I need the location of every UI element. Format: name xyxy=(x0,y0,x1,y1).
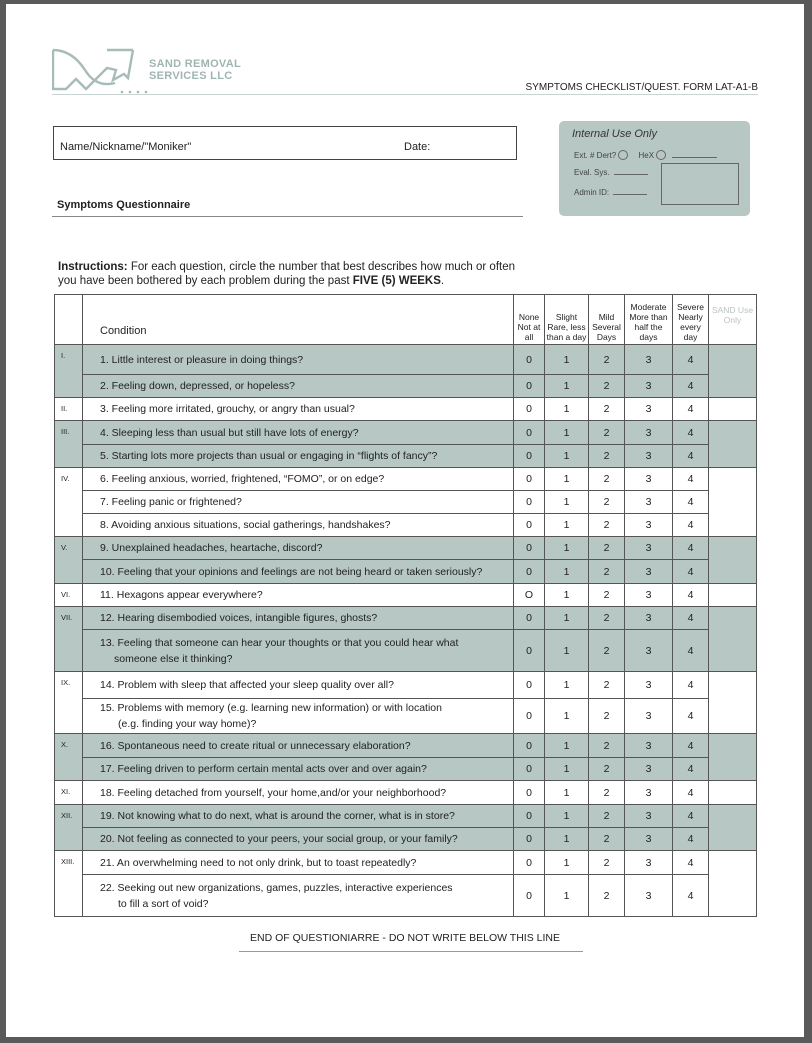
rating-option[interactable]: 4 xyxy=(673,560,709,584)
section-number: V. xyxy=(55,537,83,584)
table-row xyxy=(55,514,757,537)
rating-option[interactable]: 3 xyxy=(625,734,673,758)
rating-option[interactable]: 2 xyxy=(589,781,625,805)
rating-option[interactable]: 2 xyxy=(589,445,625,468)
internal-use-box xyxy=(559,121,750,216)
rating-option[interactable]: 2 xyxy=(589,699,625,734)
header-divider xyxy=(52,94,758,95)
question-line: 18. Feeling detached from yourself, your home,and/or your neighborhood? xyxy=(100,786,447,799)
question-line: 20. Not feeling as connected to your peers, your social group, or your family? xyxy=(100,833,458,845)
rating-option[interactable]: 4 xyxy=(673,468,709,491)
rating-option[interactable]: 0 xyxy=(514,345,545,375)
section-number: II. xyxy=(55,398,83,421)
question-line: 7. Feeling panic or frightened? xyxy=(100,496,242,508)
ext-radio[interactable] xyxy=(618,150,628,160)
rating-option[interactable]: 0 xyxy=(514,805,545,828)
sand-column-header: SAND Use Only xyxy=(709,295,757,345)
rating-option[interactable]: 2 xyxy=(589,875,625,917)
rating-option[interactable]: O xyxy=(514,584,545,607)
table-row xyxy=(55,805,757,828)
rating-option[interactable]: 1 xyxy=(545,445,589,468)
rating-option[interactable]: 2 xyxy=(589,630,625,672)
sand-use-cell xyxy=(709,421,757,468)
rating-option[interactable]: 4 xyxy=(673,607,709,630)
rating-option[interactable]: 3 xyxy=(625,345,673,375)
table-row xyxy=(55,445,757,468)
section-number: XIII. xyxy=(55,851,83,917)
rating-option[interactable]: 0 xyxy=(514,828,545,851)
rating-option[interactable]: 3 xyxy=(625,699,673,734)
rating-option[interactable]: 0 xyxy=(514,421,545,445)
sand-use-cell xyxy=(709,345,757,398)
rating-option[interactable]: 4 xyxy=(673,421,709,445)
instructions xyxy=(58,260,518,288)
table-row xyxy=(55,828,757,851)
question-text xyxy=(83,421,514,445)
rating-option[interactable]: 0 xyxy=(514,537,545,560)
rating-option[interactable]: 0 xyxy=(514,699,545,734)
rating-option[interactable]: 1 xyxy=(545,514,589,537)
table-row xyxy=(55,375,757,398)
rating-option[interactable]: 2 xyxy=(589,672,625,699)
rating-option[interactable]: 3 xyxy=(625,584,673,607)
question-line-continued: someone else it thinking? xyxy=(114,652,233,665)
rating-option[interactable]: 1 xyxy=(545,421,589,445)
rating-option[interactable]: 0 xyxy=(514,781,545,805)
section-number: IX. xyxy=(55,672,83,734)
rating-option[interactable]: 0 xyxy=(514,607,545,630)
question-line: 13. Feeling that someone can hear your thoughts or that you could hear what xyxy=(100,636,459,649)
question-text xyxy=(83,560,514,584)
section-number: VI. xyxy=(55,584,83,607)
rating-option[interactable]: 1 xyxy=(545,781,589,805)
form-code: SYMPTOMS CHECKLIST/QUEST. FORM LAT-A1-B xyxy=(525,82,758,93)
question-text xyxy=(83,375,514,398)
rating-option[interactable]: 4 xyxy=(673,734,709,758)
question-text xyxy=(83,491,514,514)
question-line: 21. An overwhelming need to not only drink, but to toast repeatedly? xyxy=(100,856,417,869)
table-row xyxy=(55,758,757,781)
question-text xyxy=(83,699,514,734)
question-line: 16. Spontaneous need to create ritual or unnecessary elaboration? xyxy=(100,739,411,752)
rating-option[interactable]: 2 xyxy=(589,560,625,584)
table-row xyxy=(55,781,757,805)
sand-use-cell xyxy=(709,607,757,672)
rating-option[interactable]: 0 xyxy=(514,630,545,672)
eval-line[interactable] xyxy=(614,168,648,175)
name-label: Name/Nickname/"Moniker" xyxy=(60,141,192,153)
question-text xyxy=(83,445,514,468)
form-page xyxy=(6,4,804,1037)
rating-option[interactable]: 1 xyxy=(545,398,589,421)
rating-option[interactable]: 2 xyxy=(589,584,625,607)
section-number: X. xyxy=(55,734,83,781)
sand-use-cell xyxy=(709,851,757,917)
rating-option[interactable]: 3 xyxy=(625,805,673,828)
rating-option[interactable]: 0 xyxy=(514,851,545,875)
rating-option[interactable]: 1 xyxy=(545,537,589,560)
table-row xyxy=(55,875,757,917)
rating-option[interactable]: 1 xyxy=(545,851,589,875)
rating-option[interactable]: 3 xyxy=(625,421,673,445)
rating-option[interactable]: 1 xyxy=(545,375,589,398)
end-divider xyxy=(239,951,583,952)
question-line: 12. Hearing disembodied voices, intangible figures, ghosts? xyxy=(100,612,378,624)
sand-removal-logo-icon xyxy=(52,48,152,94)
column-header: Mild Several Days xyxy=(589,295,625,345)
rating-option[interactable]: 3 xyxy=(625,537,673,560)
rating-option[interactable]: 4 xyxy=(673,375,709,398)
rating-option[interactable]: 1 xyxy=(545,699,589,734)
sand-use-cell xyxy=(709,672,757,734)
question-text xyxy=(83,630,514,672)
date-label: Date: xyxy=(404,141,431,153)
admin-row xyxy=(574,188,647,197)
column-header: Severe Nearly every day xyxy=(673,295,709,345)
rating-option[interactable]: 4 xyxy=(673,445,709,468)
admin-line[interactable] xyxy=(613,188,647,195)
question-line: 14. Problem with sleep that affected your sleep quality over all? xyxy=(100,679,394,691)
symptoms-table xyxy=(54,294,757,917)
end-of-questionnaire: END OF QUESTIONIARRE - DO NOT WRITE BELOW THIS LINE xyxy=(250,932,560,944)
question-text xyxy=(83,537,514,560)
question-text xyxy=(83,584,514,607)
eval-row xyxy=(574,168,648,177)
rating-option[interactable]: 2 xyxy=(589,491,625,514)
rating-option[interactable]: 3 xyxy=(625,514,673,537)
table-row xyxy=(55,468,757,491)
rating-option[interactable]: 0 xyxy=(514,514,545,537)
rating-option[interactable]: 4 xyxy=(673,514,709,537)
section-number: XII. xyxy=(55,805,83,851)
question-text xyxy=(83,758,514,781)
rating-option[interactable]: 4 xyxy=(673,851,709,875)
question-line: 9. Unexplained headaches, heartache, discord? xyxy=(100,542,323,554)
rating-option[interactable]: 4 xyxy=(673,781,709,805)
question-line: 15. Problems with memory (e.g. learning new information) or with location xyxy=(100,702,442,714)
rating-option[interactable]: 1 xyxy=(545,607,589,630)
rating-option[interactable]: 4 xyxy=(673,875,709,917)
section-title-underline xyxy=(52,216,523,217)
rating-option[interactable]: 2 xyxy=(589,805,625,828)
rating-option[interactable]: 2 xyxy=(589,398,625,421)
rating-option[interactable]: 4 xyxy=(673,537,709,560)
rating-option[interactable]: 1 xyxy=(545,805,589,828)
company-line-2: SERVICES LLC xyxy=(149,70,233,82)
rating-option[interactable]: 2 xyxy=(589,734,625,758)
rating-option[interactable]: 3 xyxy=(625,445,673,468)
hex-line[interactable] xyxy=(672,151,717,158)
rating-option[interactable]: 0 xyxy=(514,758,545,781)
question-line: 5. Starting lots more projects than usual or engaging in “flights of fancy”? xyxy=(100,450,438,462)
rating-option[interactable]: 3 xyxy=(625,875,673,917)
question-text xyxy=(83,345,514,375)
rating-option[interactable]: 1 xyxy=(545,560,589,584)
table-row xyxy=(55,584,757,607)
sand-use-cell xyxy=(709,805,757,851)
rating-option[interactable]: 2 xyxy=(589,758,625,781)
sand-use-cell xyxy=(709,398,757,421)
rating-option[interactable]: 1 xyxy=(545,468,589,491)
rating-option[interactable]: 3 xyxy=(625,468,673,491)
column-header: Slight Rare, less than a day xyxy=(545,295,589,345)
rating-option[interactable]: 0 xyxy=(514,375,545,398)
table-row xyxy=(55,398,757,421)
section-number: III. xyxy=(55,421,83,468)
internal-use-title: Internal Use Only xyxy=(572,128,657,140)
instructions-end: . xyxy=(440,275,445,287)
table-row xyxy=(55,734,757,758)
condition-header: Condition xyxy=(83,295,514,345)
question-line: 22. Seeking out new organizations, games, puzzles, interactive experiences xyxy=(100,881,453,894)
rating-option[interactable]: 1 xyxy=(545,875,589,917)
rating-option[interactable]: 0 xyxy=(514,672,545,699)
rating-option[interactable]: 2 xyxy=(589,468,625,491)
question-text xyxy=(83,468,514,491)
section-number: XI. xyxy=(55,781,83,805)
question-text xyxy=(83,734,514,758)
question-line: 2. Feeling down, depressed, or hopeless? xyxy=(100,380,295,392)
rating-option[interactable]: 1 xyxy=(545,734,589,758)
company-name xyxy=(149,58,241,82)
rating-option[interactable]: 1 xyxy=(545,828,589,851)
rating-option[interactable]: 4 xyxy=(673,805,709,828)
admin-box[interactable] xyxy=(661,163,739,205)
company-line-1: SAND REMOVAL xyxy=(149,58,242,70)
rating-option[interactable]: 2 xyxy=(589,607,625,630)
table-row xyxy=(55,345,757,375)
table-row xyxy=(55,630,757,672)
rating-option[interactable]: 3 xyxy=(625,781,673,805)
question-line: 8. Avoiding anxious situations, social gatherings, handshakes? xyxy=(100,519,391,531)
rating-option[interactable]: 3 xyxy=(625,630,673,672)
sand-use-cell xyxy=(709,734,757,781)
question-line-continued: to fill a sort of void? xyxy=(118,897,209,910)
sand-use-cell xyxy=(709,468,757,537)
question-line: 4. Sleeping less than usual but still have lots of energy? xyxy=(100,426,359,439)
question-line: 10. Feeling that your opinions and feelings are not being heard or taken seriously? xyxy=(100,565,483,578)
rating-option[interactable]: 2 xyxy=(589,851,625,875)
question-text xyxy=(83,398,514,421)
rating-option[interactable]: 4 xyxy=(673,491,709,514)
admin-label: Admin ID: xyxy=(574,188,610,197)
rating-option[interactable]: 0 xyxy=(514,445,545,468)
table-row xyxy=(55,607,757,630)
rating-option[interactable]: 3 xyxy=(625,491,673,514)
rating-option[interactable]: 4 xyxy=(673,398,709,421)
question-text xyxy=(83,828,514,851)
rating-option[interactable]: 3 xyxy=(625,851,673,875)
table-row xyxy=(55,421,757,445)
rating-option[interactable]: 3 xyxy=(625,375,673,398)
sand-use-cell xyxy=(709,584,757,607)
header-section-cell xyxy=(55,295,83,345)
section-number: I. xyxy=(55,345,83,398)
hex-radio[interactable] xyxy=(656,150,666,160)
rating-option[interactable]: 3 xyxy=(625,672,673,699)
rating-option[interactable]: 0 xyxy=(514,875,545,917)
hex-label: HeX xyxy=(638,151,655,160)
rating-option[interactable]: 0 xyxy=(514,734,545,758)
table-header-row xyxy=(55,295,757,345)
rating-option[interactable]: 1 xyxy=(545,672,589,699)
rating-option[interactable]: 3 xyxy=(625,560,673,584)
section-number: VII. xyxy=(55,607,83,672)
rating-option[interactable]: 3 xyxy=(625,398,673,421)
rating-option[interactable]: 2 xyxy=(589,828,625,851)
rating-option[interactable]: 0 xyxy=(514,468,545,491)
question-text xyxy=(83,875,514,917)
rating-option[interactable]: 2 xyxy=(589,514,625,537)
question-line: 1. Little interest or pleasure in doing things? xyxy=(100,353,304,366)
rating-option[interactable]: 4 xyxy=(673,345,709,375)
instructions-emphasis: FIVE (5) WEEKS xyxy=(352,275,441,287)
instructions-label: Instructions: xyxy=(58,261,128,273)
table-row xyxy=(55,851,757,875)
rating-option[interactable]: 1 xyxy=(545,630,589,672)
rating-option[interactable]: 2 xyxy=(589,375,625,398)
ext-hex-row xyxy=(574,150,717,160)
table-row xyxy=(55,560,757,584)
section-number: IV. xyxy=(55,468,83,537)
table-row xyxy=(55,672,757,699)
rating-option[interactable]: 0 xyxy=(514,398,545,421)
section-title: Symptoms Questionnaire xyxy=(57,199,191,211)
instructions-text: For each question, circle the number that best describes how much or often you have been bothered by each problem during the past xyxy=(58,261,516,287)
eval-label: Eval. Sys. xyxy=(574,168,610,177)
question-text xyxy=(83,514,514,537)
rating-option[interactable]: 1 xyxy=(545,491,589,514)
question-text xyxy=(83,805,514,828)
rating-option[interactable]: 4 xyxy=(673,828,709,851)
question-line-continued: (e.g. finding your way home)? xyxy=(118,718,257,730)
rating-option[interactable]: 4 xyxy=(673,758,709,781)
question-text xyxy=(83,851,514,875)
rating-option[interactable]: 0 xyxy=(514,560,545,584)
question-line: 11. Hexagons appear everywhere? xyxy=(100,589,263,601)
table-row xyxy=(55,537,757,560)
rating-option[interactable]: 3 xyxy=(625,758,673,781)
rating-option[interactable]: 1 xyxy=(545,584,589,607)
rating-option[interactable]: 1 xyxy=(545,758,589,781)
name-date-field[interactable] xyxy=(53,126,517,160)
sand-use-cell xyxy=(709,537,757,584)
question-text xyxy=(83,672,514,699)
question-line: 6. Feeling anxious, worried, frightened, “FOMO”, or on edge? xyxy=(100,473,385,485)
table-row xyxy=(55,699,757,734)
rating-option[interactable]: 4 xyxy=(673,630,709,672)
rating-option[interactable]: 3 xyxy=(625,607,673,630)
question-line: 17. Feeling driven to perform certain mental acts over and over again? xyxy=(100,763,427,775)
rating-option[interactable]: 2 xyxy=(589,537,625,560)
rating-option[interactable]: 2 xyxy=(589,421,625,445)
rating-option[interactable]: 3 xyxy=(625,828,673,851)
column-header: None Not at all xyxy=(514,295,545,345)
column-header: Moderate More than half the days xyxy=(625,295,673,345)
rating-option[interactable]: 1 xyxy=(545,345,589,375)
rating-option[interactable]: 4 xyxy=(673,584,709,607)
rating-option[interactable]: 2 xyxy=(589,345,625,375)
question-line: 3. Feeling more irritated, grouchy, or angry than usual? xyxy=(100,403,355,415)
rating-option[interactable]: 0 xyxy=(514,491,545,514)
question-text xyxy=(83,781,514,805)
question-text xyxy=(83,607,514,630)
sand-use-cell xyxy=(709,781,757,805)
rating-option[interactable]: 4 xyxy=(673,672,709,699)
question-line: 19. Not knowing what to do next, what is around the corner, what is in store? xyxy=(100,810,455,822)
ext-label: Ext. # Dert? xyxy=(574,151,617,160)
table-row xyxy=(55,491,757,514)
rating-option[interactable]: 4 xyxy=(673,699,709,734)
